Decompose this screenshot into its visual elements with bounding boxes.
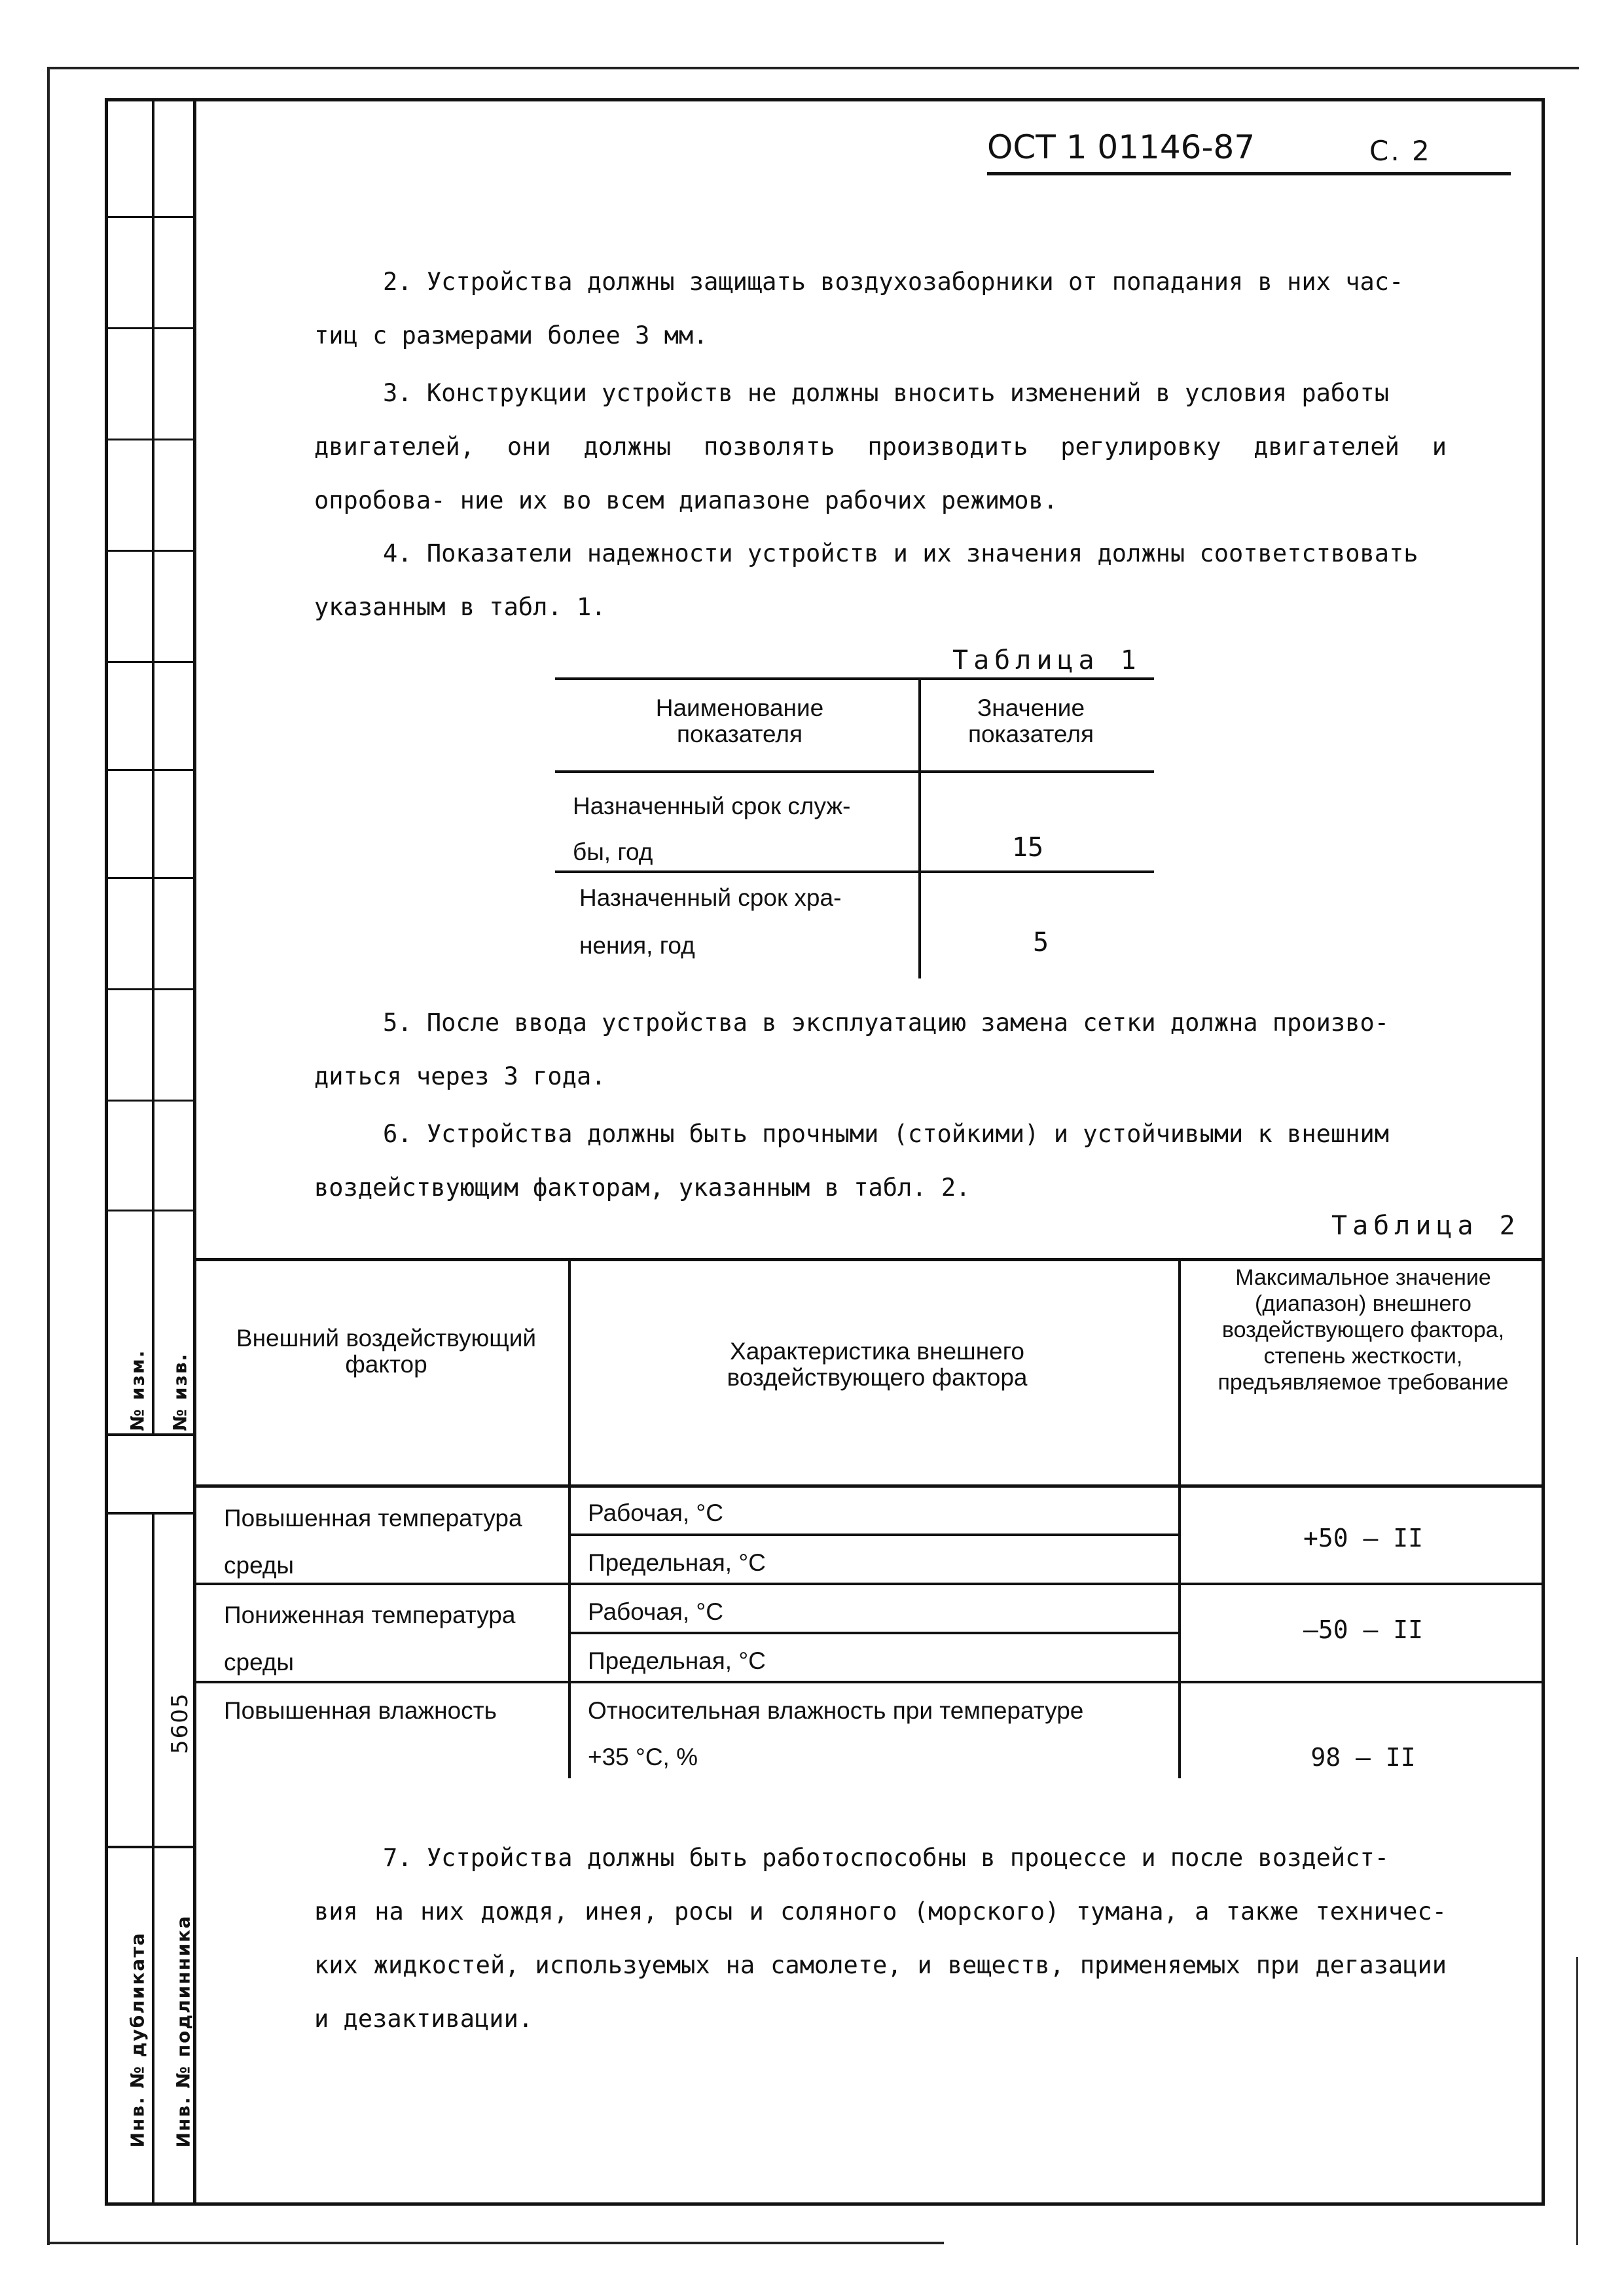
paragraph-4 xyxy=(314,527,1447,634)
paragraph-rest: указанным в табл. 1. xyxy=(314,593,606,621)
table2-factor: Пониженная температура xyxy=(224,1602,516,1628)
table2-value: –50 – II xyxy=(1303,1615,1424,1644)
table1-row1-value: 15 xyxy=(1011,833,1044,863)
table2-char: +35 °С, % xyxy=(588,1744,698,1770)
paragraph-first-line: 3. Конструкции устройств не должны вносить изменений в условия работы xyxy=(383,379,1390,407)
table2-char: Рабочая, °С xyxy=(588,1499,723,1526)
table2-header-factor: Внешний воздействующий фактор xyxy=(236,1325,537,1378)
table1-header-value: Значение показателя xyxy=(967,694,1094,747)
table2-value: 98 – II xyxy=(1310,1743,1416,1772)
page-number: С. 2 xyxy=(1369,135,1432,167)
paragraph-rest: воздействующим факторам, указанным в табл. 2. xyxy=(314,1174,971,1202)
margin-label-inv-podl: Инв. № подлинника xyxy=(172,1914,194,2148)
table1-row2-value: 5 xyxy=(1032,927,1049,958)
table1-row1-name-cont: бы, год xyxy=(573,838,653,865)
paragraph-5 xyxy=(314,996,1447,1103)
table1-header-name: Наименование показателя xyxy=(655,694,824,747)
table2-factor: Повышенная влажность xyxy=(224,1697,497,1724)
table2-char: Рабочая, °С xyxy=(588,1598,723,1625)
paragraph-first-line: 6. Устройства должны быть прочными (стойкими) и устойчивыми к внешним xyxy=(383,1120,1390,1148)
table2-factor-cont: среды xyxy=(224,1552,295,1579)
table2-char: Относительная влажность при температуре xyxy=(588,1697,1084,1724)
margin-number: 5605 xyxy=(167,1692,193,1754)
outer-frame-bottom xyxy=(47,2242,944,2244)
paragraph-7 xyxy=(314,1831,1447,2046)
margin-label-izv: № изв. xyxy=(169,1352,191,1431)
table1-row2-name: Назначенный срок хра- xyxy=(579,884,842,911)
header-rule xyxy=(987,172,1511,175)
margin-label-inv-dubl: Инв. № дубликата xyxy=(126,1931,149,2148)
table2-factor-cont: среды xyxy=(224,1649,295,1676)
table1-row1-name: Назначенный срок служ- xyxy=(573,793,851,819)
table2-caption: Таблица 2 xyxy=(1331,1211,1521,1241)
table2-header-value: Максимальное значение (диапазон) внешнего воздействующего фактора, степень жесткости, предъявляемое требование xyxy=(1218,1265,1509,1395)
paragraph-first-line: 7. Устройства должны быть работоспособны в процессе и после воздейст- xyxy=(383,1844,1390,1872)
paragraph-rest: тиц с размерами более 3 мм. xyxy=(314,321,708,350)
table2-header-characteristic: Характеристика внешнего воздействующего фактора xyxy=(727,1338,1028,1391)
outer-frame-right xyxy=(1576,1957,1578,2245)
paragraph-2 xyxy=(314,255,1447,363)
paragraph-first-line: 2. Устройства должны защищать воздухозаборники от попадания в них час- xyxy=(383,268,1404,296)
paragraph-rest: вия на них дождя, инея, росы и соляного (морского) тумана, а также техничес- ких жидкостей, используемых на самолете, и веществ, применяемых при дегазации и дезактивации. xyxy=(314,1897,1447,2033)
table2-char: Предельная, °С xyxy=(588,1549,766,1576)
table1-caption: Таблица 1 xyxy=(952,645,1142,675)
table2-factor: Повышенная температура xyxy=(224,1505,522,1532)
paragraph-first-line: 4. Показатели надежности устройств и их значения должны соответствовать xyxy=(383,539,1418,567)
table1-row2-name-cont: нения, год xyxy=(579,932,695,959)
paragraph-first-line: 5. После ввода устройства в эксплуатацию замена сетки должна произво- xyxy=(383,1009,1390,1037)
table2-char: Предельная, °С xyxy=(588,1647,766,1674)
doc-code: ОСТ 1 01146-87 xyxy=(987,128,1255,166)
paragraph-6 xyxy=(314,1107,1447,1215)
table2-value: +50 – II xyxy=(1303,1524,1424,1552)
margin-label-izm: № изм. xyxy=(126,1349,149,1431)
paragraph-3 xyxy=(314,367,1447,528)
paragraph-rest: двигателей, они должны позволять производить регулировку двигателей и опробова- ние их во всем диапазоне рабочих режимов. xyxy=(314,433,1447,514)
paragraph-rest: диться через 3 года. xyxy=(314,1062,606,1090)
